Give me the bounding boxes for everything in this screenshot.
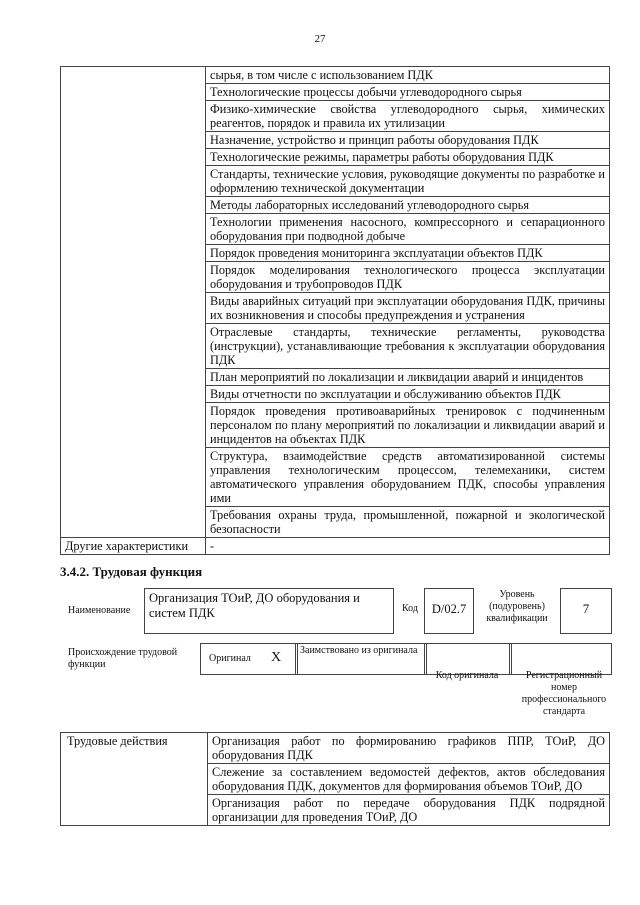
table-cell: Слежение за составлением ведомостей дефектов, актов обследования оборудования ПДК, документов для формирования объемов ТОиР, ДО — [208, 764, 610, 795]
labor-actions-label: Трудовые действия — [61, 733, 208, 826]
table-cell: Стандарты, технические условия, руководящие документы по разработке и оформлению технической документации — [206, 166, 610, 197]
other-characteristics-value: - — [206, 538, 610, 555]
table-cell: Методы лабораторных исследований углеводородного сырья — [206, 197, 610, 214]
borrowed-label: Заимствовано из оригинала — [300, 645, 418, 656]
reg-number-label: Регистрационный номер профессионального стандарта — [521, 670, 607, 717]
table-row — [61, 67, 610, 84]
original-box — [200, 643, 298, 675]
original-label: Оригинал — [209, 653, 251, 664]
table-cell: Отраслевые стандарты, технические регламенты, руководства (инструкции), устанавливающие требования к эксплуатации оборудования ПДК — [206, 324, 610, 369]
qualification-level-label: Уровень (подуровень) квалификации — [486, 589, 548, 624]
table-row — [61, 538, 610, 555]
borrowed-box — [295, 643, 427, 675]
code-value: D/02.7 — [431, 602, 467, 616]
level-value: 7 — [582, 601, 590, 616]
table-cell: Виды аварийных ситуаций при эксплуатации оборудования ПДК, причины их возникновения и способы предупреждения и устранения — [206, 293, 610, 324]
origin-label: Происхождение трудовой функции — [68, 647, 178, 670]
name-value: Организация ТОиР, ДО оборудования и систем ПДК — [149, 591, 360, 620]
code-label: Код — [402, 603, 418, 614]
table-cell: Организация работ по формированию графиков ППР, ТОиР, ДО оборудования ПДК — [208, 733, 610, 764]
table-cell: Технологии применения насосного, компрессорного и сепарационного оборудования при подводной добыче — [206, 214, 610, 245]
table-cell: Требования охраны труда, промышленной, пожарной и экологической безопасности — [206, 507, 610, 538]
table-cell: Организация работ по передаче оборудования ПДК подрядной организации для проведения ТОиР, ДО — [208, 795, 610, 826]
page-number: 27 — [314, 33, 326, 45]
name-label: Наименование — [68, 605, 131, 616]
original-mark: X — [271, 650, 282, 665]
table-cell: Порядок проведения противоаварийных тренировок с подчиненным персоналом по плану мероприятий по локализации и ликвидации аварий и инцидентов на объектах ПДК — [206, 403, 610, 448]
table-cell: План мероприятий по локализации и ликвидации аварий и инцидентов — [206, 369, 610, 386]
level-box — [560, 588, 612, 634]
table-cell: Технологические режимы, параметры работы оборудования ПДК — [206, 149, 610, 166]
table-cell: Технологические процессы добычи углеводородного сырья — [206, 84, 610, 101]
knowledge-requirements-table — [60, 66, 610, 555]
code-original-label: Код оригинала — [435, 670, 499, 681]
table-cell: Физико-химические свойства углеводородного сырья, химических реагентов, порядок и правила их утилизации — [206, 101, 610, 132]
table-cell: Порядок моделирования технологического процесса эксплуатации оборудования и трубопроводов ПДК — [206, 262, 610, 293]
code-box — [424, 588, 474, 634]
section-heading: 3.4.2. Трудовая функция — [60, 564, 203, 579]
table-cell: сырья, в том числе с использованием ПДК — [206, 67, 610, 84]
other-characteristics-label: Другие характеристики — [61, 538, 206, 555]
table-cell: Назначение, устройство и принцип работы оборудования ПДК — [206, 132, 610, 149]
empty-label-cell — [61, 67, 206, 538]
table-cell: Порядок проведения мониторинга эксплуатации объектов ПДК — [206, 245, 610, 262]
table-row — [61, 733, 610, 764]
table-cell: Виды отчетности по эксплуатации и обслуживанию объектов ПДК — [206, 386, 610, 403]
labor-actions-table — [60, 732, 610, 826]
name-box — [144, 588, 394, 634]
table-cell: Структура, взаимодействие средств автоматизированной системы управления технологическим процессом, телемеханики, систем автоматического управления оборудованием ПДК, способы управления ими — [206, 448, 610, 507]
